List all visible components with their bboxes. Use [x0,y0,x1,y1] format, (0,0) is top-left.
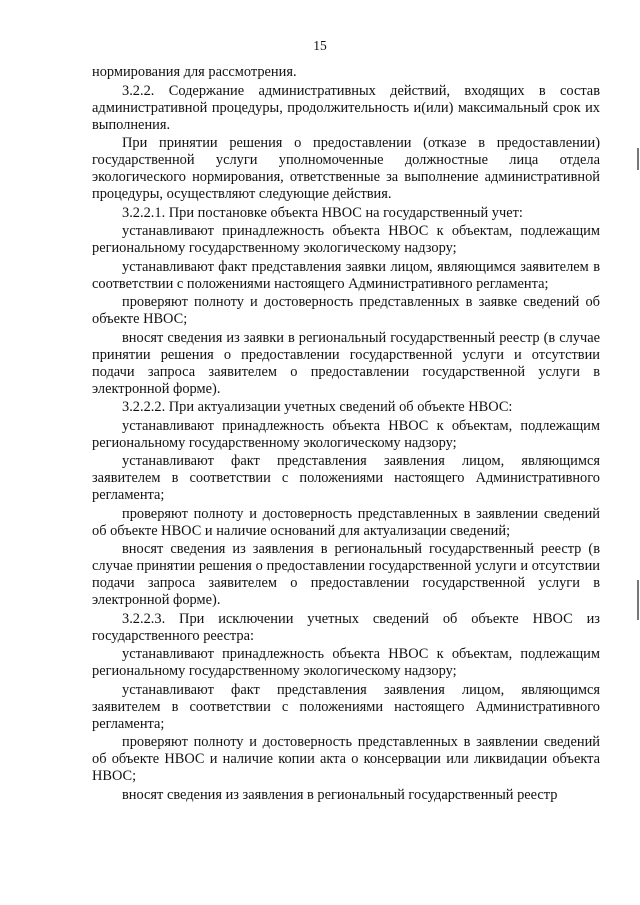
paragraph-intro: При принятии решения о предоставлении (отказе в предоставлении) государственной услуги уполномоченные должностные лица отдела экологического нормирования, ответственные за выполнение административной процедуры, осуществляют следующие действия. [92,135,600,202]
list-item: вносят сведения из заявления в региональный государственный реестр [122,786,558,803]
list-item: проверяют полноту и достоверность представленных в заявке сведений об объекте НВОС; [92,294,600,327]
document-body [92,64,600,805]
list-item: устанавливают факт представления заявления лицом, являющимся заявителем в соответствии с положениями настоящего Административного регламента; [92,681,600,732]
list-item: устанавливают принадлежность объекта НВОС к объектам, подлежащим региональному государственному экологическому надзору; [92,646,600,679]
list-item: проверяют полноту и достоверность представленных в заявлении сведений об объекте НВОС и наличие копии акта о консервации или ликвидации объекта НВОС; [92,734,600,784]
list-item: устанавливают принадлежность объекта НВОС к объектам, подлежащим региональному государственному экологическому надзору; [92,417,600,451]
list-item: устанавливают факт представления заявления лицом, являющимся заявителем в соответствии с положениями настоящего Административного регламента; [92,453,600,503]
list-item: вносят сведения из заявки в региональный государственный реестр (в случае принятии решения о предоставлении государственной услуги и отсутствии подачи запроса заявителем о предоставлении государственной услуги в электронной форме). [92,329,600,397]
list-item: проверяют полноту и достоверность представленных в заявлении сведений об объекте НВОС и наличие оснований для актуализации сведений; [92,505,600,539]
section-heading-3-2-2-2: 3.2.2.2. При актуализации учетных сведений об объекте НВОС: [122,399,513,415]
paragraph-continuation: нормирования для рассмотрения. [92,64,297,80]
section-heading-3-2-2: 3.2.2. Содержание административных действий, входящих в состав административной процедуры, продолжительность и(или) максимальный срок их выполнения. [92,82,600,133]
list-item: устанавливают факт представления заявки лицом, являющимся заявителем в соответствии с положениями настоящего Административного регламента; [92,258,600,292]
section-heading-3-2-2-1: 3.2.2.1. При постановке объекта НВОС на государственный учет: [122,204,523,221]
list-item: вносят сведения из заявления в региональный государственный реестр (в случае принятии решения о предоставлении государственной услуги и отсутствии подачи запроса заявителем о предоставлении государственной услуги в электронной форме). [92,541,600,608]
scan-edge-mark [637,580,639,620]
scan-edge-mark [637,148,639,170]
list-item: устанавливают принадлежность объекта НВОС к объектам, подлежащим региональному государственному экологическому надзору; [92,223,600,256]
page-number: 15 [313,38,327,53]
section-heading-3-2-2-3: 3.2.2.3. При исключении учетных сведений об объекте НВОС из государственного реестра: [92,610,600,644]
